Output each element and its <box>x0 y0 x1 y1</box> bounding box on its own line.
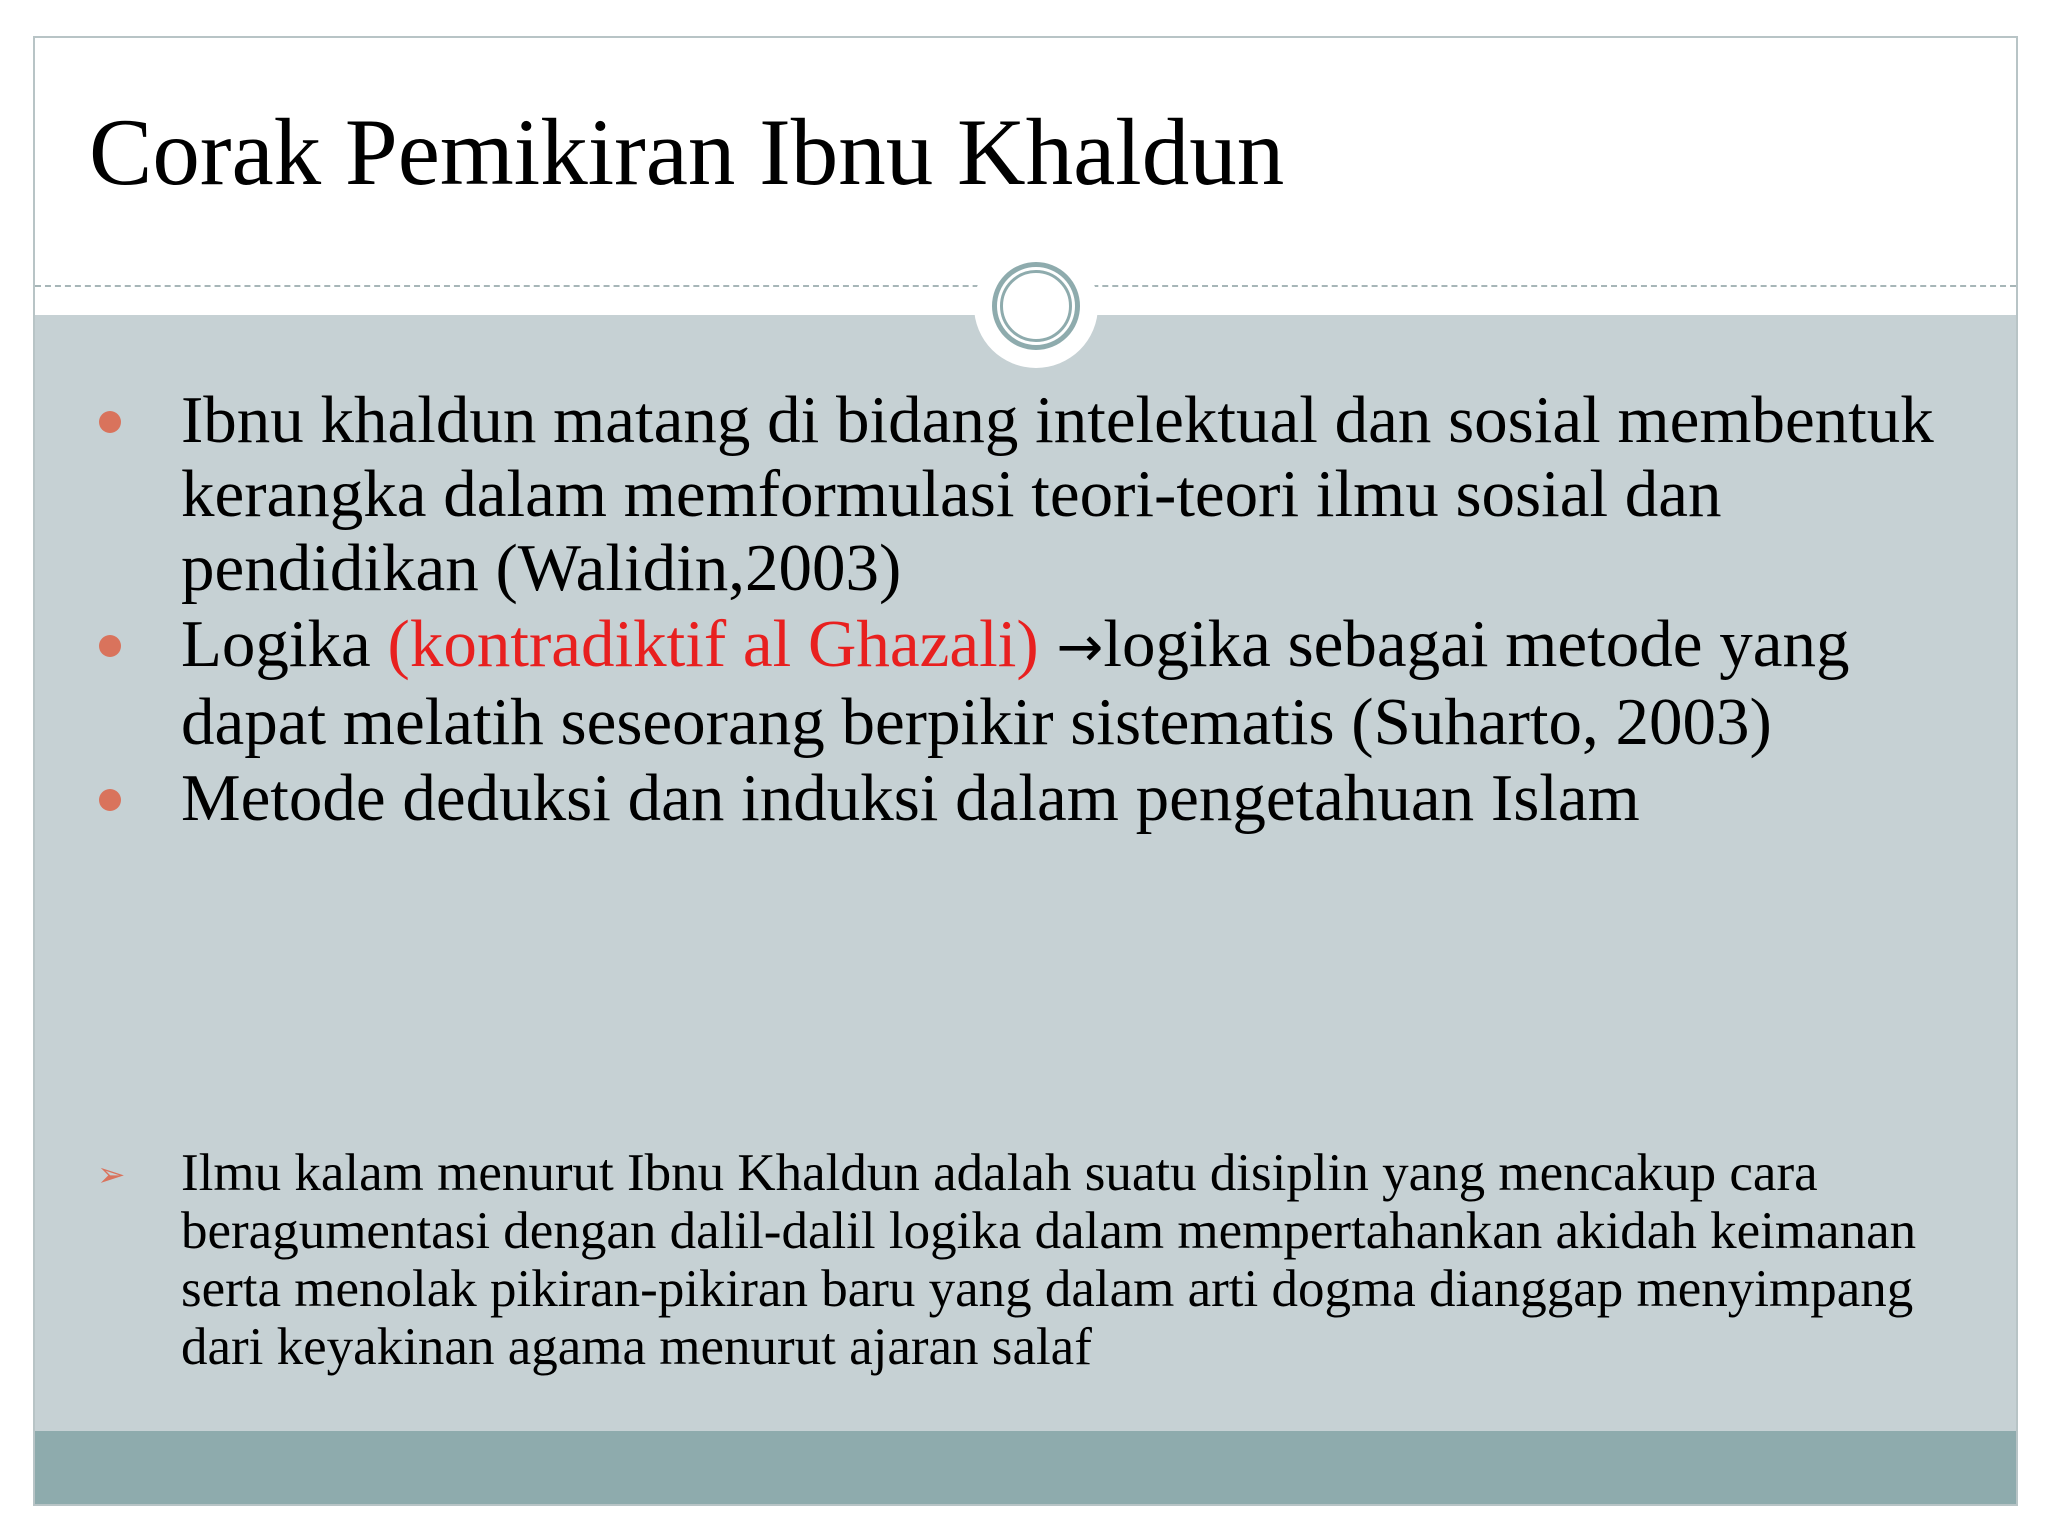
sub-bullet-item <box>89 1144 1969 1376</box>
bullet-prefix: Logika <box>181 607 388 681</box>
bullet-item <box>89 607 1969 759</box>
bullet-list <box>89 383 1969 837</box>
sub-bullet-list <box>89 1144 1969 1376</box>
bullet-dot-icon <box>99 635 121 657</box>
sub-bullet-text: Ilmu kalam menurut Ibnu Khaldun adalah suatu disiplin yang mencakup cara beragumentasi dengan dalil-dalil logika dalam mempertahankan akidah keimanan serta menolak pikiran-pikiran baru yang dalam arti dogma dianggap menyimpang dari keyakinan agama menurut ajaran salaf <box>181 1144 1917 1376</box>
arrowhead-bullet-icon: ➢ <box>97 1155 126 1195</box>
ornament-inner-ring <box>1000 270 1072 342</box>
footer-band <box>35 1431 2016 1504</box>
bullet-dot-icon <box>99 789 121 811</box>
bullet-text: Ibnu khaldun matang di bidang intelektual dan sosial membentuk kerangka dalam memformulasi teori-teori ilmu sosial dan pendidikan (Walidin,2003) <box>181 383 1934 605</box>
circle-ornament-icon <box>974 244 1098 368</box>
highlighted-text: (kontradiktif al Ghazali) <box>387 607 1039 681</box>
bullet-item <box>89 761 1969 835</box>
bullet-suffix: logika sebagai metode yang dapat melatih seseorang berpikir sistematis (Suharto, 2003) <box>181 607 1850 759</box>
slide <box>33 36 2018 1506</box>
bullet-item <box>89 383 1969 605</box>
right-arrow-icon: → <box>1038 615 1104 680</box>
slide-title: Corak Pemikiran Ibnu Khaldun <box>89 99 1285 205</box>
bullet-text: Metode deduksi dan induksi dalam pengetahuan Islam <box>181 761 1640 835</box>
bullet-dot-icon <box>99 411 121 433</box>
